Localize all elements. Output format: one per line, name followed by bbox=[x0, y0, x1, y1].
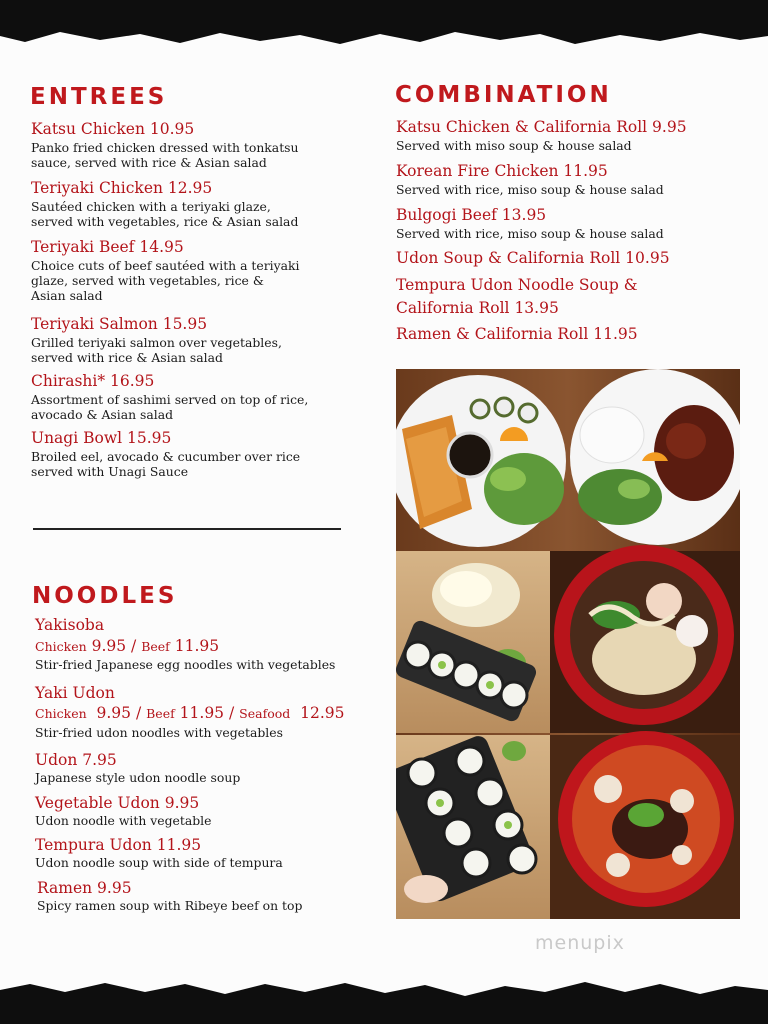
entree-name: Chirashi* 16.95 bbox=[31, 372, 155, 390]
top-brush-border bbox=[0, 0, 768, 48]
entree-name: Katsu Chicken 10.95 bbox=[31, 120, 195, 138]
entree-name: Teriyaki Beef 14.95 bbox=[31, 238, 184, 256]
combo-desc: Served with rice, miso soup & house salad bbox=[396, 226, 664, 241]
menupix-watermark: menupix bbox=[535, 932, 625, 954]
noodle-desc: Udon noodle soup with side of tempura bbox=[35, 855, 283, 870]
noodle-name: Ramen 9.95 bbox=[37, 879, 132, 897]
combo-name: Ramen & California Roll 11.95 bbox=[396, 325, 638, 343]
entree-name: Teriyaki Chicken 12.95 bbox=[31, 179, 213, 197]
bottom-brush-border bbox=[0, 978, 768, 1024]
noodle-desc: Japanese style udon noodle soup bbox=[35, 770, 241, 785]
noodle-name: Tempura Udon 11.95 bbox=[35, 836, 202, 854]
entree-name: Teriyaki Salmon 15.95 bbox=[31, 315, 208, 333]
combo-name: Katsu Chicken & California Roll 9.95 bbox=[396, 118, 687, 136]
noodles-heading: NOODLES bbox=[32, 583, 178, 609]
entree-desc: Sautéed chicken with a teriyaki glaze, served with vegetables, rice & Asian salad bbox=[31, 199, 299, 229]
entree-desc: Grilled teriyaki salmon over vegetables, served with rice & Asian salad bbox=[31, 335, 282, 365]
roll-photo-bottom bbox=[396, 733, 550, 919]
noodle-name: Vegetable Udon 9.95 bbox=[35, 794, 200, 812]
yaki-udon-prices: Chicken 9.95 / Beef 11.95 / Seafood 12.95 bbox=[35, 704, 345, 722]
combo-name: Bulgogi Beef 13.95 bbox=[396, 206, 547, 224]
section-divider bbox=[33, 528, 341, 530]
combo-name: Udon Soup & California Roll 10.95 bbox=[396, 249, 670, 267]
noodle-desc: Udon noodle with vegetable bbox=[35, 813, 212, 828]
entrees-heading: ENTREES bbox=[30, 84, 168, 110]
combination-heading: COMBINATION bbox=[395, 82, 612, 108]
entree-desc: Panko fried chicken dressed with tonkatsu sauce, served with rice & Asian salad bbox=[31, 140, 299, 170]
entree-name: Unagi Bowl 15.95 bbox=[31, 429, 172, 447]
combo-name: Tempura Udon Noodle Soup & bbox=[396, 276, 638, 294]
entree-desc: Broiled eel, avocado & cucumber over rice served with Unagi Sauce bbox=[31, 449, 301, 479]
food-photo-collage bbox=[396, 369, 740, 919]
combo-name-cont: California Roll 13.95 bbox=[396, 299, 559, 317]
bulgogi-plate-photo bbox=[570, 369, 740, 545]
yakisoba-prices: Chicken 9.95 / Beef 11.95 bbox=[35, 637, 220, 655]
combo-name: Korean Fire Chicken 11.95 bbox=[396, 162, 608, 180]
combo-desc: Served with rice, miso soup & house salad bbox=[396, 182, 664, 197]
noodle-desc: Stir-fried Japanese egg noodles with vegetables bbox=[35, 657, 336, 672]
noodle-name: Yaki Udon bbox=[35, 684, 115, 702]
noodle-name: Yakisoba bbox=[35, 616, 105, 634]
noodle-name: Udon 7.95 bbox=[35, 751, 117, 769]
udon-bowl-photo bbox=[550, 545, 740, 733]
katsu-plate-photo bbox=[396, 375, 566, 547]
noodle-desc: Stir-fried udon noodles with vegetables bbox=[35, 725, 283, 740]
entree-desc: Choice cuts of beef sautéed with a teriyaki glaze, served with vegetables, rice & Asian salad bbox=[31, 258, 300, 303]
ramen-bowl-photo bbox=[550, 731, 740, 919]
combo-desc: Served with miso soup & house salad bbox=[396, 138, 632, 153]
noodle-desc: Spicy ramen soup with Ribeye beef on top bbox=[37, 898, 303, 913]
entree-desc: Assortment of sashimi served on top of rice, avocado & Asian salad bbox=[31, 392, 309, 422]
